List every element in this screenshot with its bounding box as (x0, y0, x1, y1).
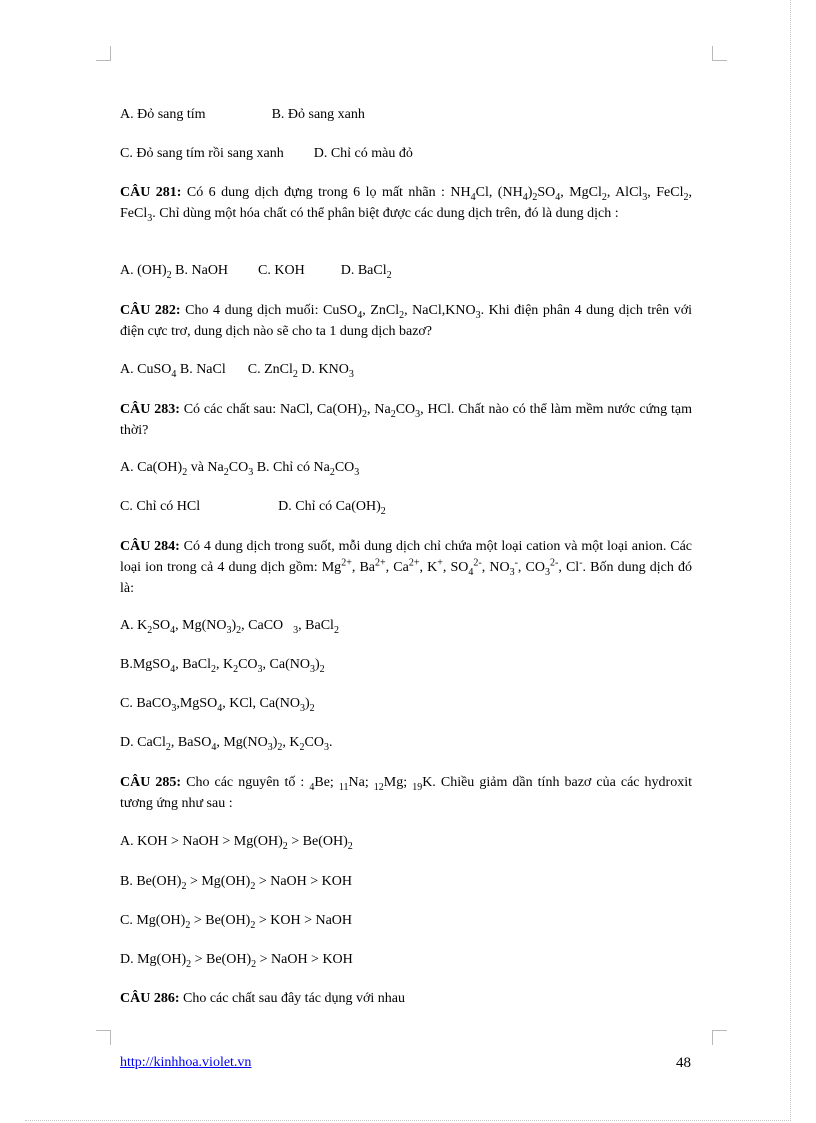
q284-label: CÂU 284: (120, 539, 180, 554)
q281-label: CÂU 281: (120, 185, 182, 200)
q282-option-d: D. $KNO_3$ (297, 362, 354, 380)
q282-label: CÂU 282: (120, 303, 181, 318)
crop-mark-top-left (96, 46, 111, 61)
q284-option-a: A. $K_2SO_4$, $Mg(NO_3)_2$, CaCO $_3$, BaCl$_2$ (120, 618, 339, 636)
crop-mark-bottom-left (96, 1030, 111, 1045)
q282-question: CÂU 282: Cho 4 dung dịch muối: CuSO$_4$, ZnCl$_2$, $NaCl,KNO_3$. Khi điện phân 4 dung dịch trên với điện cực trơ, dung dịch nào sẽ cho ta 1 dung dịch bazơ? (120, 303, 693, 339)
q281-option-c: C. KOH (258, 263, 305, 278)
q282-options (120, 361, 354, 379)
q285-label: CÂU 285: (120, 775, 182, 790)
q283-option-b: B. Chỉ có $Na_2CO_3$ (253, 460, 360, 478)
q284-question: CÂU 284: Có 4 dung dịch trong suốt, mỗi dung dịch chỉ chứa một loại cation và một loại anion. Các loại ion trong cả 4 dung dịch gồm: $Mg^{2+}$, $Ba^{2+}$, $Ca^{2+}$, K+, $SO_4^{2-}$, $NO_3^-$, $CO_3^{2-}$, Cl-. Bốn dung dịch đó là: (120, 539, 692, 596)
q280-options-row-2 (120, 145, 413, 163)
q282-option-b: B. NaCl (176, 362, 226, 377)
q280-option-c: C. Đỏ sang tím rồi sang xanh (120, 146, 284, 161)
crop-mark-bottom-right (712, 1030, 727, 1045)
q285-option-c: C. $Mg(OH)_2 > Be(OH)_2$ > KOH > NaOH (120, 913, 353, 931)
q280-option-d: D. Chỉ có màu đỏ (313, 146, 413, 161)
q280-options-row-1 (120, 106, 365, 124)
q283-option-a: A. $Ca(OH)_2$ và $Na_2CO_3$ (120, 460, 254, 478)
q285-option-a: A. KOH > NaOH > $Mg(OH)_2 > Be(OH)_2$ (120, 834, 353, 852)
q280-option-a: A. Đỏ sang tím (120, 107, 206, 122)
q281-option-d: D. BaCl$_2$ (340, 263, 392, 281)
page-number: 48 (676, 1055, 691, 1071)
q282-option-c: C. ZnCl$_2$ (247, 362, 298, 380)
footer-link[interactable]: http://kinhhoa.violet.vn (120, 1055, 252, 1070)
page-edge-right (790, 0, 791, 1121)
q283-options-row-1 (120, 459, 359, 477)
q281-option-a: A. $(OH)_2$ (120, 263, 172, 281)
q282-option-a: A. CuSO$_4$ (120, 362, 177, 380)
q285-question: CÂU 285: Cho các nguyên tố : $_4$Be; $_{11}$Na; $_{12}$Mg; $_{19}$K. Chiều giảm dần tính bazơ của các hydroxit tương ứng như sau : (120, 775, 692, 811)
q281-question: CÂU 281: Có 6 dung dịch đựng trong 6 lọ mất nhãn : $NH_4Cl$, $(NH_4)_2SO_4$, MgCl$_2$, AlCl$_3$, FeCl$_2$, FeCl$_3$. Chỉ dùng một hóa chất có thể phân biệt được các dung dịch trên, đó là dung dịch : (120, 185, 692, 224)
q283-option-c: C. Chỉ có HCl (120, 499, 201, 514)
q286-question: CÂU 286: Cho các chất sau đây tác dụng với nhau (120, 991, 405, 1006)
q286-label: CÂU 286: (120, 991, 180, 1006)
q280-option-b: B. Đỏ sang xanh (271, 107, 365, 122)
crop-mark-top-right (712, 46, 727, 61)
q283-label: CÂU 283: (120, 402, 180, 417)
page-edge-bottom (25, 1120, 791, 1121)
q284-option-c: C. BaCO$_3$,MgSO$_4$, KCl, $Ca(NO_3)_2$ (120, 696, 315, 714)
q284-option-d: D. CaCl$_2$, BaSO$_4$, $Mg(NO_3)_2$, $K_2CO_3$. (120, 735, 333, 753)
q283-question: CÂU 283: Có các chất sau: NaCl, $Ca(OH)_2$, $Na_2CO_3$, HCl. Chất nào có thể làm mềm nước cứng tạm thời? (120, 402, 693, 438)
q283-options-row-2 (120, 498, 386, 516)
q285-option-d: D. $Mg(OH)_2 > Be(OH)_2$ > NaOH > KOH (120, 952, 353, 970)
q281-options (120, 262, 392, 280)
q283-option-d: D. Chỉ có $Ca(OH)_2$ (278, 499, 386, 517)
q281-option-b: B. NaOH (171, 263, 229, 278)
q285-option-b: B. $Be(OH)_2 > Mg(OH)_2$ > NaOH > KOH (120, 874, 352, 892)
q284-option-b: B.MgSO$_4$, BaCl$_2$, $K_2CO_3$, $Ca(NO_3)_2$ (120, 657, 325, 675)
